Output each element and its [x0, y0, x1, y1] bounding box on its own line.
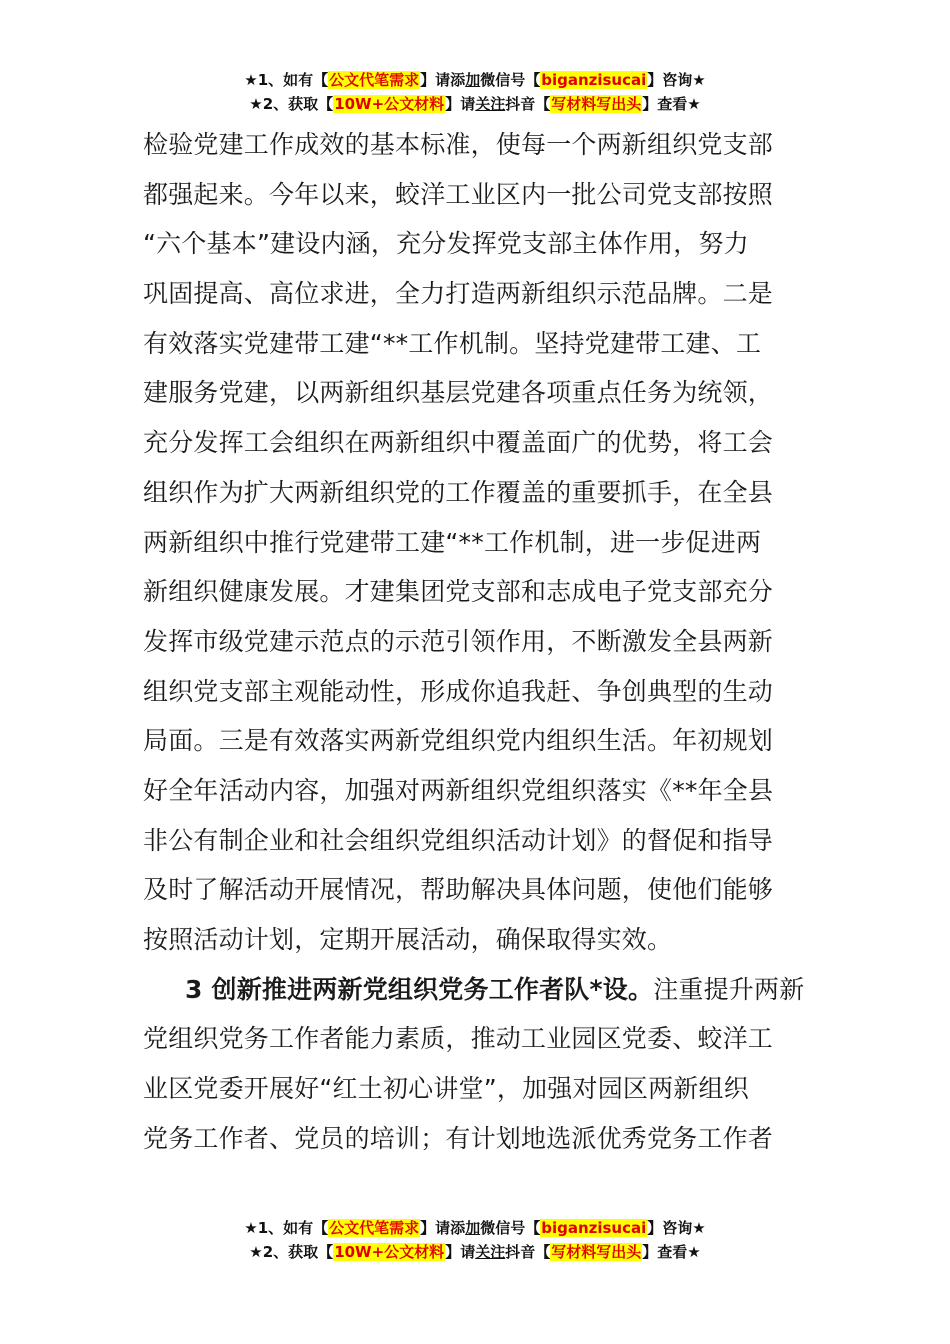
body-line: “六个基本”建设内涵，充分发挥党支部主体作用，努力 [143, 229, 749, 259]
body-line: 发挥市级党建示范点的示范引领作用，不断激发全县两新 [143, 626, 774, 656]
body-line: 按照活动计划，定期开展活动，确保取得实效。 [143, 925, 673, 954]
footer-banner [0, 1216, 950, 1264]
section-heading-line: 3 创新推进两新党组织党务工作者队*设。注重提升两新 [185, 974, 805, 1004]
body-line: 两新组织中推行党建带工建“**工作机制，进一步促进两 [143, 527, 762, 557]
banner-line-2: ★2、获取【10W+公文材料】请关注抖音【写材料写出头】查看★ [249, 1243, 701, 1261]
body-line: 非公有制企业和社会组织党组织活动计划》的督促和指导 [143, 825, 774, 855]
document-body [143, 120, 807, 1163]
body-line: 组织作为扩大两新组织党的工作覆盖的重要抓手，在全县 [143, 477, 774, 507]
body-line: 充分发挥工会组织在两新组织中覆盖面广的优势，将工会 [143, 428, 774, 458]
body-line: 局面。三是有效落实两新党组织党内组织生活。年初规划 [143, 726, 774, 756]
header-banner [0, 68, 950, 116]
highlight-materials: 10W+公文材料 [334, 1243, 445, 1261]
body-line: 党务工作者、党员的培训；有计划地选派优秀党务工作者 [143, 1123, 774, 1153]
highlight-wechat-id: biganzisucai [541, 1219, 647, 1237]
highlight-douyin: 写材料写出头 [551, 1243, 642, 1261]
highlight-service: 公文代笔需求 [329, 71, 420, 89]
body-line: 检验党建工作成效的基本标准，使每一个两新组织党支部 [143, 130, 774, 159]
body-line: 及时了解活动开展情况，帮助解决具体问题，使他们能够 [143, 875, 774, 905]
body-line: 都强起来。今年以来，蛟洋工业区内一批公司党支部按照 [143, 179, 774, 209]
banner-line-2: ★2、获取【10W+公文材料】请关注抖音【写材料写出头】查看★ [249, 95, 701, 113]
highlight-wechat-id: biganzisucai [541, 71, 647, 89]
highlight-service: 公文代笔需求 [329, 1219, 420, 1237]
body-line: 党组织党务工作者能力素质，推动工业园区党委、蛟洋工 [143, 1024, 774, 1054]
banner-line-1: ★1、如有【公文代笔需求】请添加微信号【biganzisucai】咨询★ [244, 1219, 706, 1237]
banner-line-1: ★1、如有【公文代笔需求】请添加微信号【biganzisucai】咨询★ [244, 71, 706, 89]
section-heading: 3 创新推进两新党组织党务工作者队*设。 [185, 974, 654, 1004]
body-line: 业区党委开展好“红土初心讲堂”，加强对园区两新组织 [143, 1074, 749, 1104]
body-line: 巩固提高、高位求进，全力打造两新组织示范品牌。二是 [143, 279, 774, 309]
body-line: 好全年活动内容，加强对两新组织党组织落实《**年全县 [143, 775, 774, 805]
highlight-douyin: 写材料写出头 [551, 95, 642, 113]
body-line: 新组织健康发展。才建集团党支部和志成电子党支部充分 [143, 577, 774, 607]
body-line: 建服务党建，以两新组织基层党建各项重点任务为统领， [143, 378, 774, 408]
body-line: 组织党支部主观能动性，形成你追我赶、争创典型的生动 [143, 676, 774, 706]
highlight-materials: 10W+公文材料 [334, 95, 445, 113]
body-line: 有效落实党建带工建“**工作机制。坚持党建带工建、工 [143, 328, 762, 358]
